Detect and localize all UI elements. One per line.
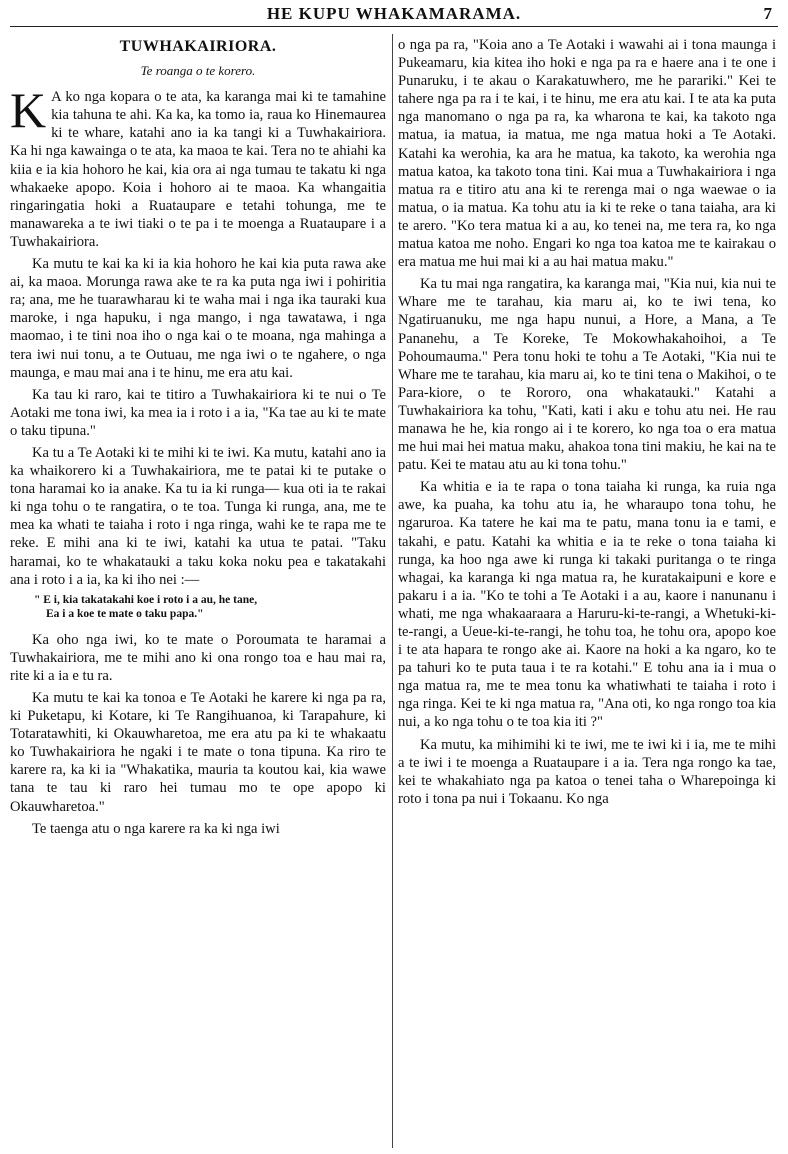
article-subheading: Te roanga o te korero. [140,63,256,79]
left-column [10,36,386,842]
page-header [0,0,788,30]
paragraph: Ka mutu te kai ka ki ia kia hohoro he kai kia puta rawa ake ai, ka maoa. Morunga rawa ake te ra ka puta nga iwi i pohiritia ra; ana, me he tuarawharau ki te waha mai i nga ika tauraki kua maroke, i nga hapuku, i nga mango, i nga tawatawa, i nga maomao, i te tini noa iho o nga kai o te moana, nga mahinga a tera iwi nui tonu, a te Outuau, me nga iwi o te ngahere, o nga maunga, e mau mai ana i te hinu, me era atu kai. [10,256,386,381]
paragraph: Ka whitia e ia te rapa o tona taiaha ki runga, ka ruia nga awe, ka puaha, ka tohu atu ia, he wharaupo tona tohu, he ngaruroa. Ka tatere he kai ma te patu, mana tonu ia e tami, e takahi, e patu. Katahi ka whitia e ia te reke o tona taiaha ki runga, ka hoo nga awe ki runga ki takaki puritanga o te ringa whagai, ka karanga ki nga matua ra, he kuratakaipuni e kore e pakaru i a ia. "Ko te tohi a Te Aotaki i a au, kaore i nanunanu i whati, me nga whakaaraara a Haruru-ki-te-rangi, a Whetuki-ki-te-rangi, a Ueue-ki-te-rangi, he tohu toa, he tohu ora, apopo koe i te ata hapara te rongo ake ai. Kaore na hoki a ka ngaro, ko te pa tahuri ko te puta taua i te ra kotahi." E tohu ana ia i mua o nga matua ra, me te mea tonu ka whatiwhati te taiaha i roto i nga ringa. Kei te ki nga matua ra, "Ana oti, ko nga rongo toa kia nui, a ko nga tohu o te toa kia iti ?" [398,479,776,731]
right-column [398,36,776,812]
article-heading: TUWHAKAIRIORA. [119,38,277,55]
paragraph: Ka oho nga iwi, ko te mate o Poroumata te haramai a Tuwhakairiora, me te mihi ano ki ona rongo toa e hau mai ra, rite ki a ia e tu ra. [10,631,386,684]
page-number: 7 [763,4,772,23]
paragraph: Ka mutu te kai ka tonoa e Te Aotaki he karere ki nga pa ra, ki Puketapu, ki Kotare, ki Te Rangihuanoa, ki Tarapahure, ki Totaratawhiti, ki Okauwharetoa, me era atu pa ki te whakaatu ko Tuwhakairiora he ngaki i te mate o tona tipuna. Ka riro te karere ra, ka ki ia "Whakatika, mauria ta koutou kai, kia wawe tana te tau ki raro hei tumau mo te ope apopo ki Okauwharetoa." [10,690,386,815]
drop-cap: K [10,82,47,139]
verse-line: " E i, kia takatakahi koe i roto i a au, he tane, [34,593,258,606]
running-title: HE KUPU WHAKAMARAMA. [266,4,522,23]
paragraph-text: A ko nga kopara o te ata, ka karanga mai ki te tamahine kia tahuna te ahi. Ka ka, ka tomo ia, raua ko Hinemaurea ki te whare, katahi ano ia ka tangi ki a Tuwhakairiora. Ka hi nga kawainga o te ata, ka maoa te kai. Tera no te ahiahi ka kiia e ia kia hohoro he kai, kia ora ai nga tumau te takatu ki nga whakaeke apopo. Koia i hohoro ai te maoa. Ka whangaitia ringaringatia hoki a Ruataupare e tetahi tohunga, me te manawareka a te iwi tiaki o te pa i te moenga a Ruataupare i a Tuwhakairiora. [10,89,386,250]
paragraph: Te taenga atu o nga karere ra ka ki nga iwi [32,820,280,837]
paragraph: Ka tau ki raro, kai te titiro a Tuwhakairiora ki te nui o Te Aotaki me tona iwi, ka mea ia i roto i a ia, "Ka tae au ki te mate o taku tipuna." [10,386,386,439]
paragraph: Ka mutu, ka mihimihi ki te iwi, me te iwi ki i ia, me te mihi a te iwi i te moenga a Ruataupare i a ia. Tera nga rongo ka tae, kei te whakahiato nga pa katoa o tenei taha o Wharepoinga ki roto i tona pa nui i Tokaanu. Ko nga [398,736,776,807]
paragraph: Ka tu a Te Aotaki ki te mihi ki te iwi. Ka mutu, katahi ano ia ka whaikorero ki a Tuwhakairiora, me te patai ki te putake o tona haramai ko ia anake. Ka tu ia ki runga— kua oti ia te rakai ki nga tohu o te rangatira, o te toa. Tunga ki runga, ana, me te mea ka whati te taiaha i roto i nga ringa, wahi ke te rapa me te reke. E mihi ana ki te iwi, katahi ka utua te patai. "Taku haramai, ko te whakatauki a taku koka noku pea e takatakahi ana i roto i a ia, ka ki iho nei :— [10,444,386,588]
paragraph [10,82,386,251]
paragraph: o nga pa ra, "Koia ano a Te Aotaki i wawahi ai i tona maunga i Pukeamaru, kia kitea iho hoki e nga pa ra e haere ana i te one i Punaruku, i te akau o Karakatuwhero, me he parariki." Kei te tahere nga pa ra i te kai, i te hinu, me era atu kai. I te ata ka puta nga manomano o nga pa ra, ka wharona te kai, ka takoto nga matua, ia matua, ia matua, me nga matua hoki a Te Aotaki. Katahi ka werohia, ka ara he matua, ka takoto, ka werohia nga matua katoa, ka takoto tona tini. Kai mua a Tuwhakairiora i nga matua ra e titiro atu ana ki te rerenga mai o nga waewae o ia matua, o ia matua. Ka tohu atu ia ki te reke o tana taiaha, ara ki te arero. "Ko tera matua ki a au, ko tenei na, me tera ra, ko nga matua katoa me noho. Engari ko nga toa katoa me te kairakau o era matua me hui mai ki a au hai matua maku." [398,37,776,271]
quoted-verse [34,593,386,621]
verse-line: Ea i a koe te mate o taku papa." [46,607,204,620]
column-divider [392,34,393,1148]
header-rule [10,26,778,27]
paragraph: Ka tu mai nga rangatira, ka karanga mai, "Kia nui, kia nui te Whare me te tarahau, kia maru ai, ko te iwi tena, ko Ngatiruanuku, me nga hapu nunui, a Hore, a Mana, a Te Pananehu, a Te Koreke, Te Mokowhakahoihoi, a Te Pohoumauma." Pera tonu hoki te tohu a Te Aotaki, "Kia nui te Whare me te tarahau, kia maru ai, ko te tini tena o Makihoi, o te Para-kiore, o te Rororo, ona whakatauki." Katahi a Tuwhakairiora ka tohu, "Kati, kati i aku e tohu atu nei. He rau manawa he he, kia rongo ai i te korero, ko nga toa o era matua me hui mai hei matua maku, ahakoa tona tini makiu, he kai na te patu. Kei te matau atu au ki tona tohu." [398,276,776,474]
